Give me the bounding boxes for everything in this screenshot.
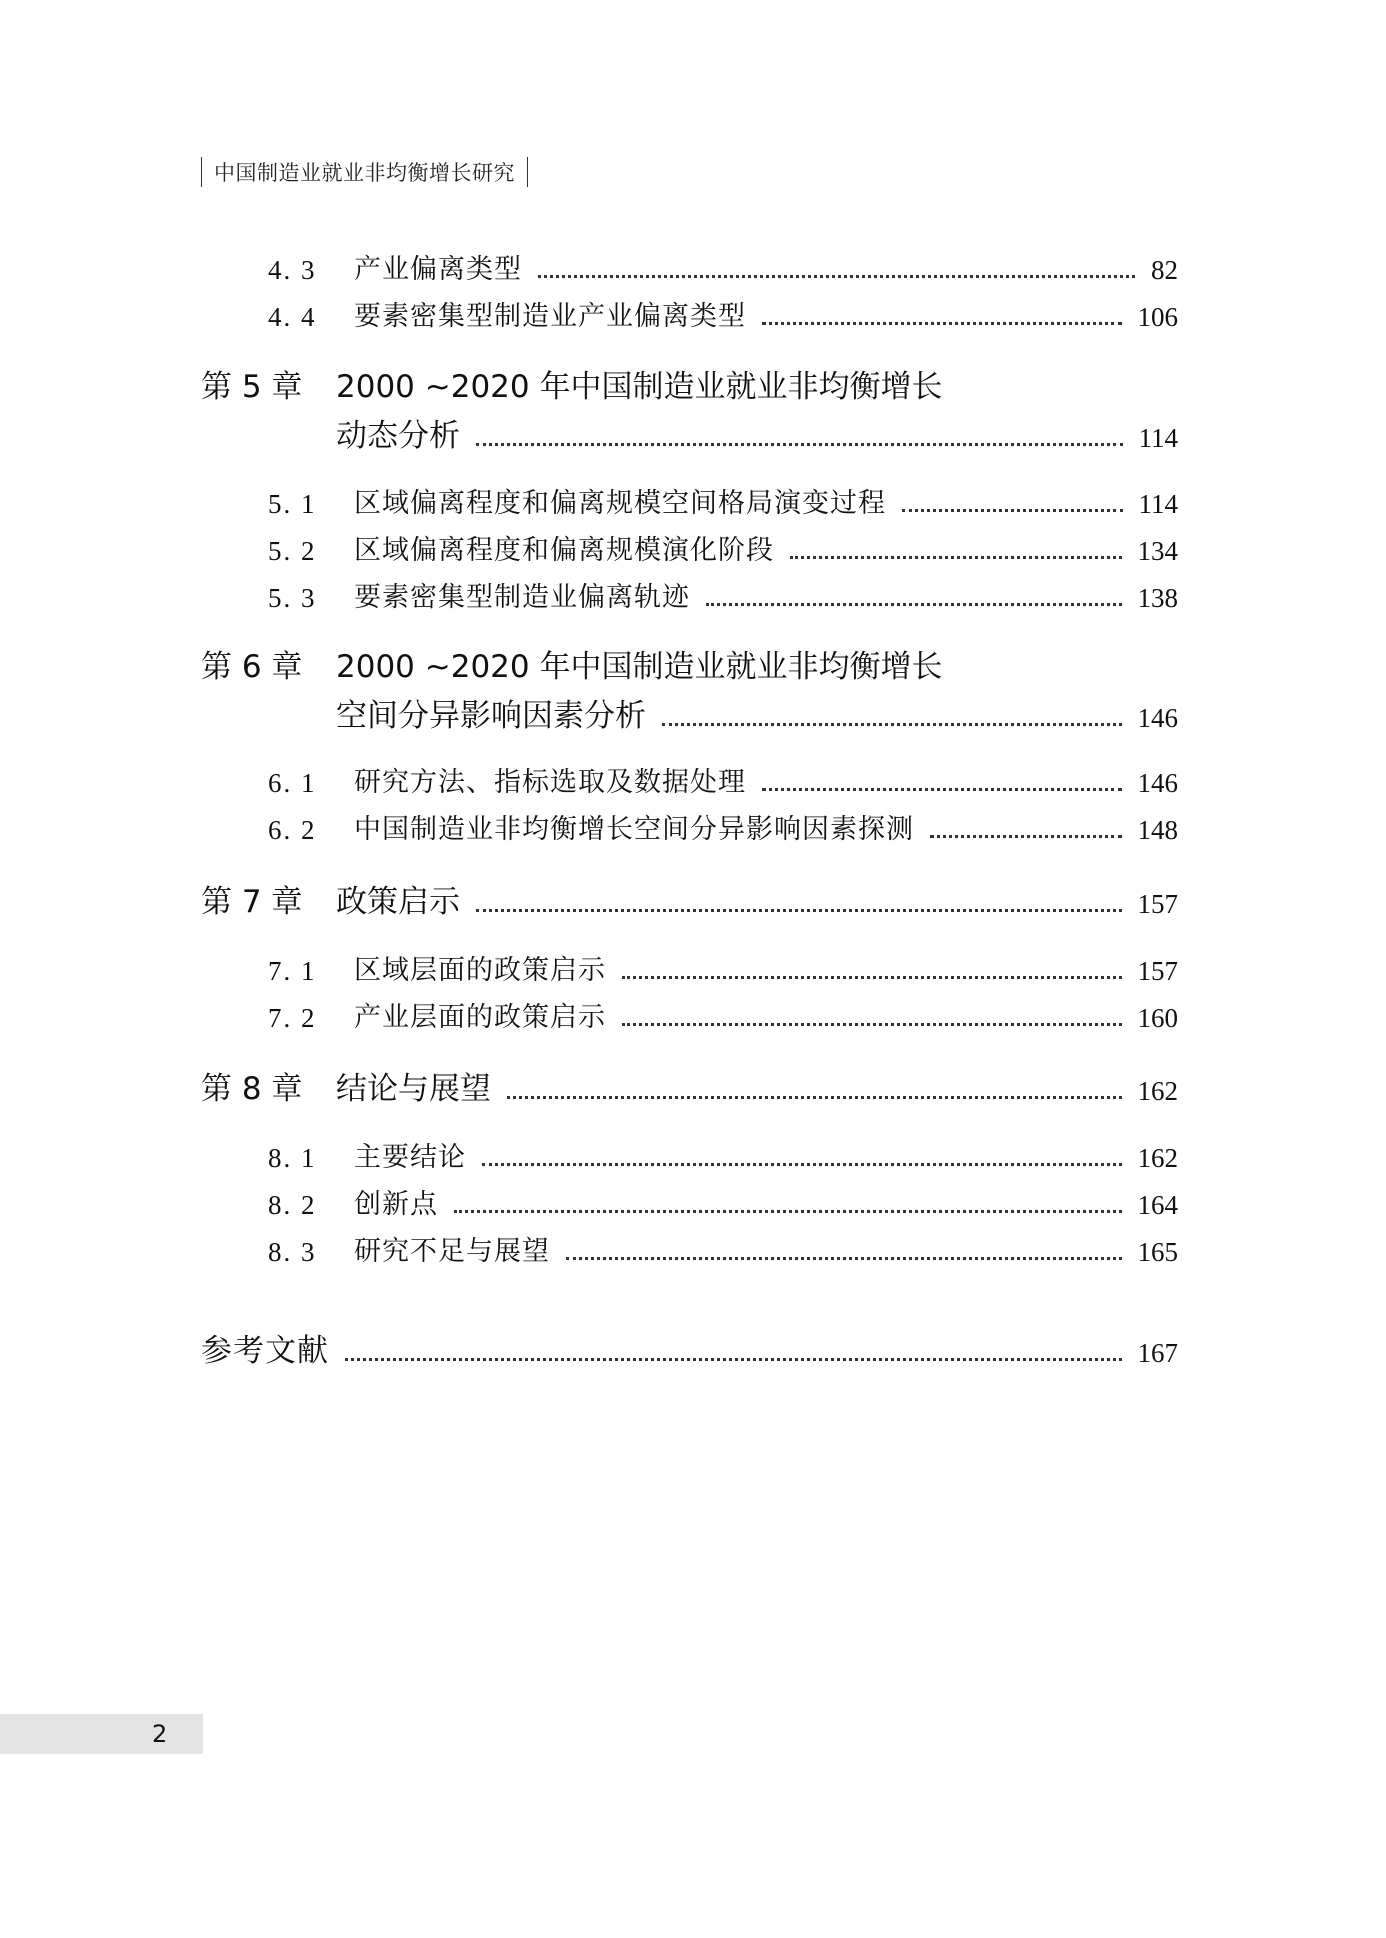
leader-dots [622, 976, 1122, 979]
leader-dots [706, 603, 1122, 606]
toc-chapter-7[interactable] [201, 884, 1178, 920]
leader-dots [930, 835, 1122, 838]
leader-dots [345, 1358, 1122, 1361]
running-header [201, 156, 528, 188]
toc-chapter-8[interactable] [201, 1071, 1178, 1107]
leader-dots [476, 443, 1123, 446]
leader-dots [482, 1163, 1122, 1166]
section-number: 7. 1 [268, 956, 317, 986]
leader-dots [566, 1257, 1122, 1260]
toc-entry-8-3[interactable] [268, 1236, 1178, 1268]
page-number: 146 [1137, 703, 1178, 733]
leader-dots [662, 723, 1122, 726]
section-title: 区域层面的政策启示 [354, 955, 606, 986]
page-number: 164 [1137, 1190, 1178, 1220]
leader-dots [622, 1023, 1122, 1026]
leader-dots [454, 1210, 1122, 1213]
toc-chapter-5-line1[interactable] [201, 369, 942, 405]
folio-page-number-tab [0, 1714, 203, 1754]
section-title: 要素密集型制造业产业偏离类型 [354, 301, 746, 332]
toc-chapter-5-line2[interactable] [336, 418, 1178, 454]
section-title: 产业偏离类型 [354, 254, 522, 285]
toc-entry-7-1[interactable] [268, 955, 1178, 987]
chapter-title-line2: 空间分异影响因素分析 [336, 698, 646, 734]
chapter-label: 第 5 章 [201, 369, 303, 405]
section-title: 区域偏离程度和偏离规模空间格局演变过程 [354, 488, 886, 519]
section-title: 产业层面的政策启示 [354, 1002, 606, 1033]
chapter-label: 第 6 章 [201, 649, 303, 685]
section-title: 创新点 [354, 1189, 438, 1220]
toc-entry-6-1[interactable] [268, 767, 1178, 799]
section-number: 4. 4 [268, 302, 317, 332]
page-number: 162 [1137, 1143, 1178, 1173]
toc-entry-4-4[interactable] [268, 301, 1178, 333]
leader-dots [762, 788, 1122, 791]
toc-entry-6-2[interactable] [268, 814, 1178, 846]
page-number: 138 [1137, 583, 1178, 613]
section-number: 5. 3 [268, 583, 317, 613]
chapter-title-line1: 2000 ~2020 年中国制造业就业非均衡增长 [336, 369, 943, 405]
page-number: 148 [1137, 815, 1178, 845]
toc-chapter-6-line2[interactable] [336, 698, 1178, 734]
leader-dots [762, 322, 1122, 325]
references-title: 参考文献 [201, 1333, 329, 1369]
page-number: 82 [1151, 255, 1178, 285]
chapter-title: 结论与展望 [336, 1071, 491, 1107]
page-number: 157 [1137, 956, 1178, 986]
section-title: 区域偏离程度和偏离规模演化阶段 [354, 535, 774, 566]
toc-entry-5-2[interactable] [268, 535, 1178, 567]
page-number: 114 [1138, 489, 1178, 519]
section-number: 6. 2 [268, 815, 317, 845]
leader-dots [790, 556, 1122, 559]
toc-entry-7-2[interactable] [268, 1002, 1178, 1034]
header-right-rule [527, 157, 528, 187]
toc-entry-8-2[interactable] [268, 1189, 1178, 1221]
leader-dots [476, 909, 1122, 912]
section-number: 7. 2 [268, 1003, 317, 1033]
page-number: 162 [1137, 1076, 1178, 1106]
running-header-title: 中国制造业就业非均衡增长研究 [214, 161, 515, 185]
chapter-title-line2: 动态分析 [336, 418, 460, 454]
section-number: 8. 3 [268, 1237, 317, 1267]
section-title: 中国制造业非均衡增长空间分异影响因素探测 [354, 814, 914, 845]
toc-references[interactable] [201, 1333, 1178, 1369]
section-number: 5. 2 [268, 536, 317, 566]
section-title: 研究不足与展望 [354, 1236, 550, 1267]
leader-dots [507, 1096, 1122, 1099]
toc-chapter-6-line1[interactable] [201, 649, 942, 685]
section-title: 主要结论 [354, 1142, 466, 1173]
section-number: 4. 3 [268, 255, 317, 285]
page-number: 134 [1137, 536, 1178, 566]
toc-entry-5-3[interactable] [268, 582, 1178, 614]
page-number: 157 [1137, 889, 1178, 919]
section-number: 6. 1 [268, 768, 317, 798]
chapter-title-line1: 2000 ~2020 年中国制造业就业非均衡增长 [336, 649, 943, 685]
toc-entry-5-1[interactable] [268, 488, 1178, 520]
section-title: 研究方法、指标选取及数据处理 [354, 767, 746, 798]
page-number: 114 [1138, 423, 1178, 453]
section-number: 8. 2 [268, 1190, 317, 1220]
folio-page-number: 2 [152, 1720, 168, 1748]
page-number: 106 [1137, 302, 1178, 332]
section-title: 要素密集型制造业偏离轨迹 [354, 582, 690, 613]
page-number: 146 [1137, 768, 1178, 798]
section-number: 8. 1 [268, 1143, 317, 1173]
page-number: 165 [1137, 1237, 1178, 1267]
page-number: 167 [1137, 1338, 1178, 1368]
chapter-label: 第 7 章 [201, 884, 303, 920]
leader-dots [902, 509, 1123, 512]
toc-entry-8-1[interactable] [268, 1142, 1178, 1174]
chapter-label: 第 8 章 [201, 1071, 303, 1107]
section-number: 5. 1 [268, 489, 317, 519]
toc-entry-4-3[interactable] [268, 254, 1178, 286]
page-number: 160 [1137, 1003, 1178, 1033]
chapter-title: 政策启示 [336, 884, 460, 920]
leader-dots [538, 275, 1135, 278]
